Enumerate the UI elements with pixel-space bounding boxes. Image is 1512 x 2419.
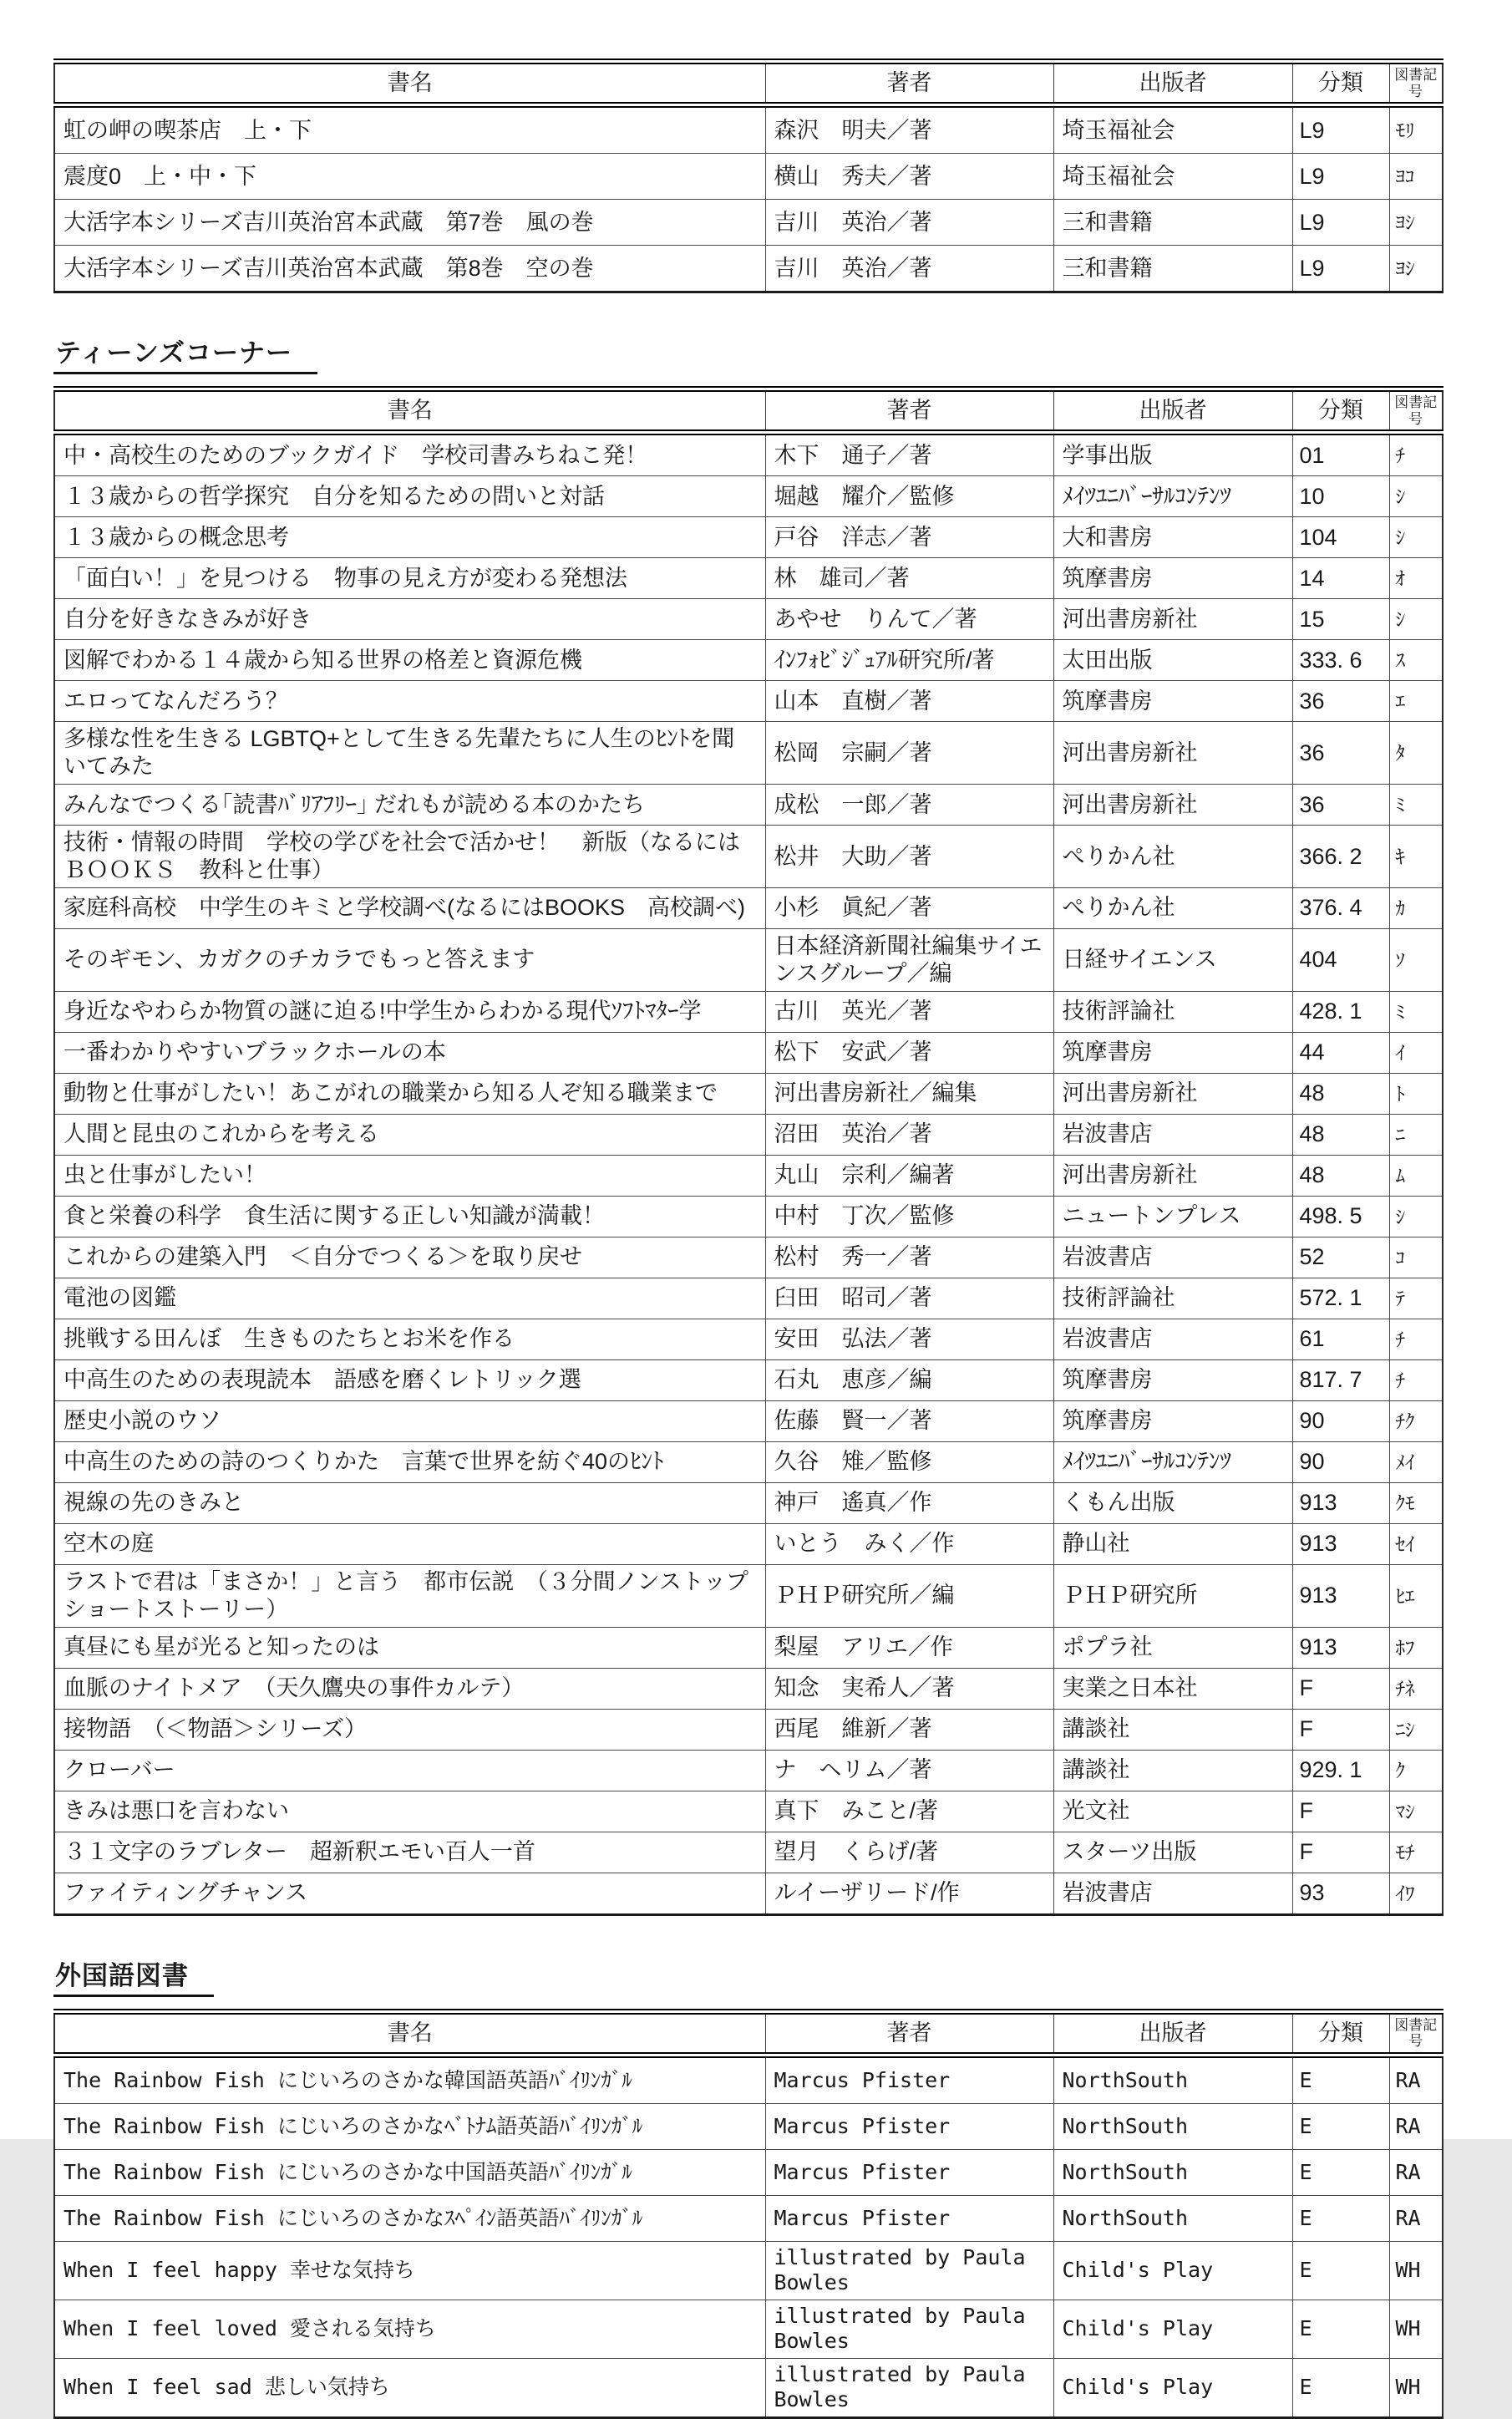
cell-author: あやせ りんて／著: [765, 599, 1053, 640]
cell-title: ラストで君は「まさか！」と言う 都市伝説 （３分間ノンストップショートストーリー）: [54, 1564, 765, 1627]
cell-book-code: ｶ: [1389, 887, 1443, 928]
cell-publisher: 技術評論社: [1053, 1278, 1292, 1319]
cell-publisher: 太田出版: [1053, 640, 1292, 681]
cell-book-code: ﾏｼ: [1389, 1791, 1443, 1832]
cell-publisher: 埼玉福祉会: [1053, 105, 1292, 154]
column-header-publisher: 出版者: [1053, 62, 1292, 105]
cell-classification: 44: [1292, 1032, 1389, 1073]
cell-author: illustrated by Paula Bowles: [765, 2358, 1053, 2417]
column-header-classification: 分類: [1292, 389, 1389, 433]
cell-publisher: 河出書房新社: [1053, 1155, 1292, 1196]
cell-publisher: 日経サイエンス: [1053, 928, 1292, 991]
cell-book-code: ｲ: [1389, 1032, 1443, 1073]
cell-title: When I feel loved 愛される気持ち: [54, 2300, 765, 2358]
cell-title: 中高生のための詩のつくりかた 言葉で世界を紡ぐ40のﾋﾝﾄ: [54, 1441, 765, 1482]
cell-author: 松岡 宗嗣／著: [765, 722, 1053, 785]
cell-book-code: ｼ: [1389, 476, 1443, 517]
cell-publisher: くもん出版: [1053, 1482, 1292, 1523]
cell-publisher: 河出書房新社: [1053, 722, 1292, 785]
cell-title: 虫と仕事がしたい！: [54, 1155, 765, 1196]
cell-publisher: ぺりかん社: [1053, 887, 1292, 928]
table-row: [54, 599, 1443, 640]
table-row: [54, 1359, 1443, 1400]
cell-author: Marcus Pfister: [765, 2195, 1053, 2241]
cell-book-code: ﾖｼ: [1389, 246, 1443, 292]
table-row: [54, 154, 1443, 200]
cell-title: The Rainbow Fish にじいろのさかなｽﾍﾟｲﾝ語英語ﾊﾞｲﾘﾝｶﾞﾙ: [54, 2195, 765, 2241]
cell-publisher: Child's Play: [1053, 2241, 1292, 2300]
cell-title: エロってなんだろう？: [54, 681, 765, 722]
cell-classification: L9: [1292, 105, 1389, 154]
column-header-title: 書名: [54, 62, 765, 105]
cell-classification: E: [1292, 2055, 1389, 2103]
cell-author: 森沢 明夫／著: [765, 105, 1053, 154]
cell-title: ３１文字のラブレター 超新釈エモい百人一首: [54, 1832, 765, 1873]
column-header-classification: 分類: [1292, 62, 1389, 105]
cell-author: 松井 大助／著: [765, 826, 1053, 888]
cell-book-code: ｼ: [1389, 1196, 1443, 1237]
cell-publisher: 光文社: [1053, 1791, 1292, 1832]
cell-author: いとう みく／作: [765, 1523, 1053, 1564]
cell-title: 身近なやわらか物質の謎に迫る!中学生からわかる現代ｿﾌﾄﾏﾀｰ学: [54, 991, 765, 1032]
cell-book-code: ｲﾜ: [1389, 1873, 1443, 1914]
table-header-row: [54, 62, 1443, 105]
cell-publisher: 筑摩書房: [1053, 1032, 1292, 1073]
cell-publisher: NorthSouth: [1053, 2149, 1292, 2195]
cell-book-code: ﾖｺ: [1389, 154, 1443, 200]
cell-title: みんなでつくる｢読書ﾊﾞﾘｱﾌﾘｰ｣ だれもが読める本のかたち: [54, 785, 765, 826]
cell-classification: 48: [1292, 1114, 1389, 1155]
cell-author: Marcus Pfister: [765, 2103, 1053, 2149]
table-row: [54, 2103, 1443, 2149]
cell-title: 虹の岬の喫茶店 上・下: [54, 105, 765, 154]
table-row: [54, 1668, 1443, 1709]
teens-corner-table: [53, 386, 1444, 1916]
cell-book-code: ﾐ: [1389, 785, 1443, 826]
foreign-books-table: [53, 2009, 1444, 2419]
cell-classification: 61: [1292, 1319, 1389, 1359]
cell-title: 図解でわかる１４歳から知る世界の格差と資源危機: [54, 640, 765, 681]
large-print-books-table: [53, 58, 1444, 293]
cell-classification: E: [1292, 2358, 1389, 2417]
cell-title: そのギモン、カガクのチカラでもっと答えます: [54, 928, 765, 991]
cell-publisher: ポプラ社: [1053, 1627, 1292, 1668]
cell-title: The Rainbow Fish にじいろのさかなﾍﾞﾄﾅﾑ語英語ﾊﾞｲﾘﾝｶﾞﾙ: [54, 2103, 765, 2149]
cell-book-code: ﾑ: [1389, 1155, 1443, 1196]
cell-author: 久谷 雉／監修: [765, 1441, 1053, 1482]
cell-title: 「面白い！」を見つける 物事の見え方が変わる発想法: [54, 558, 765, 599]
table-row: [54, 1400, 1443, 1441]
table-row: [54, 200, 1443, 246]
table-row: [54, 1564, 1443, 1627]
table-row: [54, 246, 1443, 292]
cell-book-code: ｼ: [1389, 599, 1443, 640]
teens-section: [53, 332, 1444, 374]
library-booklist-document: [53, 58, 1444, 2419]
table-row: [54, 1482, 1443, 1523]
cell-title: 多様な性を生きる LGBTQ+として生きる先輩たちに人生のﾋﾝﾄを聞いてみた: [54, 722, 765, 785]
cell-classification: 817. 7: [1292, 1359, 1389, 1400]
cell-book-code: ｷ: [1389, 826, 1443, 888]
cell-classification: 36: [1292, 722, 1389, 785]
cell-title: 歴史小説のウソ: [54, 1400, 765, 1441]
cell-title: 技術・情報の時間 学校の学びを社会で活かせ！ 新版（なるにはＢＯＯＫＳ 教科と仕事）: [54, 826, 765, 888]
table-row: [54, 1319, 1443, 1359]
table-row: [54, 928, 1443, 991]
table-row: [54, 722, 1443, 785]
cell-publisher: 筑摩書房: [1053, 681, 1292, 722]
cell-title: １３歳からの概念思考: [54, 517, 765, 558]
cell-publisher: 三和書籍: [1053, 246, 1292, 292]
cell-book-code: ﾁｸ: [1389, 1400, 1443, 1441]
cell-book-code: WH: [1389, 2241, 1443, 2300]
cell-publisher: 河出書房新社: [1053, 785, 1292, 826]
cell-publisher: 筑摩書房: [1053, 1359, 1292, 1400]
cell-book-code: ﾋｴ: [1389, 1564, 1443, 1627]
cell-classification: 48: [1292, 1073, 1389, 1114]
table-row: [54, 1032, 1443, 1073]
cell-author: ＰＨＰ研究所／編: [765, 1564, 1053, 1627]
cell-book-code: ｿ: [1389, 928, 1443, 991]
table-row: [54, 826, 1443, 888]
cell-classification: E: [1292, 2300, 1389, 2358]
cell-classification: E: [1292, 2241, 1389, 2300]
cell-author: Marcus Pfister: [765, 2149, 1053, 2195]
cell-book-code: ｼ: [1389, 517, 1443, 558]
table-row: [54, 1832, 1443, 1873]
cell-author: 真下 みこと/著: [765, 1791, 1053, 1832]
cell-classification: 10: [1292, 476, 1389, 517]
table-row: [54, 1441, 1443, 1482]
cell-publisher: NorthSouth: [1053, 2055, 1292, 2103]
cell-classification: 404: [1292, 928, 1389, 991]
column-header-title: 書名: [54, 389, 765, 433]
cell-classification: 90: [1292, 1400, 1389, 1441]
cell-title: 震度0 上・中・下: [54, 154, 765, 200]
cell-book-code: ﾓﾁ: [1389, 1832, 1443, 1873]
cell-author: 安田 弘法／著: [765, 1319, 1053, 1359]
cell-book-code: ﾆｼ: [1389, 1709, 1443, 1750]
cell-book-code: WH: [1389, 2300, 1443, 2358]
cell-title: 電池の図鑑: [54, 1278, 765, 1319]
cell-author: 小杉 眞紀／著: [765, 887, 1053, 928]
cell-classification: 428. 1: [1292, 991, 1389, 1032]
cell-title: これからの建築入門 ＜自分でつくる＞を取り戻せ: [54, 1237, 765, 1278]
cell-classification: L9: [1292, 154, 1389, 200]
cell-classification: 913: [1292, 1627, 1389, 1668]
cell-author: 中村 丁次／監修: [765, 1196, 1053, 1237]
table-body: [54, 105, 1443, 292]
cell-author: 日本経済新聞社編集サイエンスグループ／編: [765, 928, 1053, 991]
cell-title: The Rainbow Fish にじいろのさかな韓国語英語ﾊﾞｲﾘﾝｶﾞﾙ: [54, 2055, 765, 2103]
cell-classification: E: [1292, 2103, 1389, 2149]
cell-book-code: ﾖｼ: [1389, 200, 1443, 246]
cell-classification: 93: [1292, 1873, 1389, 1914]
cell-classification: 498. 5: [1292, 1196, 1389, 1237]
cell-title: 中・高校生のためのブックガイド 学校司書みちねこ発！: [54, 433, 765, 476]
cell-book-code: ｽ: [1389, 640, 1443, 681]
cell-title: ファイティングチャンス: [54, 1873, 765, 1914]
cell-classification: 929. 1: [1292, 1750, 1389, 1791]
cell-publisher: 実業之日本社: [1053, 1668, 1292, 1709]
cell-author: ナ ヘリム／著: [765, 1750, 1053, 1791]
cell-classification: 36: [1292, 681, 1389, 722]
cell-author: ｲﾝﾌｫﾋﾞｼﾞｭｱﾙ研究所/著: [765, 640, 1053, 681]
cell-author: 木下 通子／著: [765, 433, 1053, 476]
table-row: [54, 2241, 1443, 2300]
cell-title: 自分を好きなきみが好き: [54, 599, 765, 640]
cell-book-code: ﾁ: [1389, 1319, 1443, 1359]
cell-book-code: ｸ: [1389, 1750, 1443, 1791]
cell-author: 松下 安武／著: [765, 1032, 1053, 1073]
cell-book-code: RA: [1389, 2103, 1443, 2149]
table-row: [54, 105, 1443, 154]
cell-author: 丸山 宗利／編著: [765, 1155, 1053, 1196]
cell-author: 戸谷 洋志／著: [765, 517, 1053, 558]
cell-classification: 376. 4: [1292, 887, 1389, 928]
cell-publisher: 静山社: [1053, 1523, 1292, 1564]
column-header-book-code: 図書記号: [1389, 2011, 1443, 2055]
cell-publisher: 岩波書店: [1053, 1237, 1292, 1278]
table-row: [54, 2358, 1443, 2417]
cell-publisher: 講談社: [1053, 1709, 1292, 1750]
cell-publisher: Child's Play: [1053, 2300, 1292, 2358]
table-row: [54, 2300, 1443, 2358]
cell-classification: 913: [1292, 1482, 1389, 1523]
cell-classification: 52: [1292, 1237, 1389, 1278]
cell-title: 中高生のための表現読本 語感を磨くレトリック選: [54, 1359, 765, 1400]
cell-classification: 333. 6: [1292, 640, 1389, 681]
cell-author: 横山 秀夫／著: [765, 154, 1053, 200]
column-header-author: 著者: [765, 389, 1053, 433]
column-header-publisher: 出版者: [1053, 2011, 1292, 2055]
column-header-book-code: 図書記号: [1389, 62, 1443, 105]
cell-title: 大活字本シリーズ吉川英治宮本武蔵 第8巻 空の巻: [54, 246, 765, 292]
cell-book-code: ﾐ: [1389, 991, 1443, 1032]
cell-publisher: 埼玉福祉会: [1053, 154, 1292, 200]
column-header-author: 著者: [765, 62, 1053, 105]
table-row: [54, 1155, 1443, 1196]
section-heading-foreign: 外国語図書: [53, 1954, 214, 1997]
cell-classification: F: [1292, 1709, 1389, 1750]
cell-title: 真昼にも星が光ると知ったのは: [54, 1627, 765, 1668]
table-row: [54, 2195, 1443, 2241]
cell-book-code: RA: [1389, 2055, 1443, 2103]
cell-author: 河出書房新社／編集: [765, 1073, 1053, 1114]
cell-classification: 90: [1292, 1441, 1389, 1482]
cell-book-code: RA: [1389, 2149, 1443, 2195]
table-row: [54, 1278, 1443, 1319]
cell-publisher: スターツ出版: [1053, 1832, 1292, 1873]
table-row: [54, 1791, 1443, 1832]
cell-title: １３歳からの哲学探究 自分を知るための問いと対話: [54, 476, 765, 517]
cell-classification: E: [1292, 2195, 1389, 2241]
cell-book-code: ｸﾓ: [1389, 1482, 1443, 1523]
table-body: [54, 433, 1443, 1915]
cell-book-code: ﾁﾈ: [1389, 1668, 1443, 1709]
cell-publisher: 講談社: [1053, 1750, 1292, 1791]
table-row: [54, 2149, 1443, 2195]
cell-classification: 913: [1292, 1564, 1389, 1627]
cell-author: 堀越 耀介／監修: [765, 476, 1053, 517]
cell-title: 視線の先のきみと: [54, 1482, 765, 1523]
table-header-row: [54, 2011, 1443, 2055]
cell-publisher: 岩波書店: [1053, 1873, 1292, 1914]
cell-book-code: ﾁ: [1389, 433, 1443, 476]
cell-classification: E: [1292, 2149, 1389, 2195]
table-row: [54, 1073, 1443, 1114]
cell-classification: F: [1292, 1791, 1389, 1832]
column-header-classification: 分類: [1292, 2011, 1389, 2055]
cell-author: 梨屋 アリエ／作: [765, 1627, 1053, 1668]
cell-publisher: NorthSouth: [1053, 2103, 1292, 2149]
table-header-row: [54, 389, 1443, 433]
cell-classification: 48: [1292, 1155, 1389, 1196]
cell-publisher: 学事出版: [1053, 433, 1292, 476]
cell-publisher: NorthSouth: [1053, 2195, 1292, 2241]
table-row: [54, 681, 1443, 722]
cell-publisher: 岩波書店: [1053, 1319, 1292, 1359]
table-row: [54, 1114, 1443, 1155]
cell-classification: L9: [1292, 200, 1389, 246]
table-row: [54, 640, 1443, 681]
cell-classification: 14: [1292, 558, 1389, 599]
cell-title: クローバー: [54, 1750, 765, 1791]
cell-book-code: ﾒｲ: [1389, 1441, 1443, 1482]
cell-title: 一番わかりやすいブラックホールの本: [54, 1032, 765, 1073]
cell-author: 沼田 英治／著: [765, 1114, 1053, 1155]
table-row: [54, 1709, 1443, 1750]
cell-book-code: ﾎﾌ: [1389, 1627, 1443, 1668]
cell-title: 家庭科高校 中学生のキミと学校調べ(なるにはBOOKS 高校調べ): [54, 887, 765, 928]
cell-publisher: 筑摩書房: [1053, 1400, 1292, 1441]
cell-author: 林 雄司／著: [765, 558, 1053, 599]
cell-author: 臼田 昭司／著: [765, 1278, 1053, 1319]
cell-publisher: 岩波書店: [1053, 1114, 1292, 1155]
cell-title: 人間と昆虫のこれからを考える: [54, 1114, 765, 1155]
table-row: [54, 433, 1443, 476]
cell-author: Marcus Pfister: [765, 2055, 1053, 2103]
cell-author: 神戸 遙真／作: [765, 1482, 1053, 1523]
cell-book-code: ｴ: [1389, 681, 1443, 722]
cell-classification: 913: [1292, 1523, 1389, 1564]
cell-classification: 15: [1292, 599, 1389, 640]
table-row: [54, 1523, 1443, 1564]
cell-book-code: ｺ: [1389, 1237, 1443, 1278]
column-header-publisher: 出版者: [1053, 389, 1292, 433]
cell-title: 食と栄養の科学 食生活に関する正しい知識が満載！: [54, 1196, 765, 1237]
table-row: [54, 1627, 1443, 1668]
table-row: [54, 476, 1443, 517]
table-body: [54, 2055, 1443, 2417]
cell-classification: 366. 2: [1292, 826, 1389, 888]
cell-author: illustrated by Paula Bowles: [765, 2300, 1053, 2358]
table-row: [54, 2055, 1443, 2103]
cell-classification: L9: [1292, 246, 1389, 292]
cell-classification: F: [1292, 1668, 1389, 1709]
cell-book-code: RA: [1389, 2195, 1443, 2241]
cell-author: 知念 実希人／著: [765, 1668, 1053, 1709]
cell-publisher: 三和書籍: [1053, 200, 1292, 246]
cell-book-code: ﾓﾘ: [1389, 105, 1443, 154]
cell-book-code: ﾆ: [1389, 1114, 1443, 1155]
cell-publisher: ニュートンプレス: [1053, 1196, 1292, 1237]
table-row: [54, 991, 1443, 1032]
cell-classification: 36: [1292, 785, 1389, 826]
cell-author: 石丸 恵彦／編: [765, 1359, 1053, 1400]
cell-publisher: ﾒｲﾂﾕﾆﾊﾞｰｻﾙｺﾝﾃﾝﾂ: [1053, 1441, 1292, 1482]
cell-book-code: ﾀ: [1389, 722, 1443, 785]
cell-author: 吉川 英治／著: [765, 200, 1053, 246]
cell-author: 吉川 英治／著: [765, 246, 1053, 292]
cell-book-code: ﾁ: [1389, 1359, 1443, 1400]
cell-author: 望月 くらげ/著: [765, 1832, 1053, 1873]
cell-publisher: 技術評論社: [1053, 991, 1292, 1032]
table-row: [54, 517, 1443, 558]
cell-publisher: 河出書房新社: [1053, 599, 1292, 640]
table-row: [54, 558, 1443, 599]
cell-publisher: ＰＨＰ研究所: [1053, 1564, 1292, 1627]
cell-title: 血脈のナイトメア （天久鷹央の事件カルテ）: [54, 1668, 765, 1709]
cell-title: 空木の庭: [54, 1523, 765, 1564]
cell-book-code: ﾄ: [1389, 1073, 1443, 1114]
cell-book-code: WH: [1389, 2358, 1443, 2417]
column-header-author: 著者: [765, 2011, 1053, 2055]
cell-publisher: ﾒｲﾂﾕﾆﾊﾞｰｻﾙｺﾝﾃﾝﾂ: [1053, 476, 1292, 517]
cell-author: 古川 英光／著: [765, 991, 1053, 1032]
cell-book-code: ﾃ: [1389, 1278, 1443, 1319]
cell-book-code: ｵ: [1389, 558, 1443, 599]
cell-publisher: 大和書房: [1053, 517, 1292, 558]
table-row: [54, 1196, 1443, 1237]
cell-title: 動物と仕事がしたい！あこがれの職業から知る人ぞ知る職業まで: [54, 1073, 765, 1114]
table-row: [54, 1873, 1443, 1914]
table-row: [54, 785, 1443, 826]
cell-publisher: 河出書房新社: [1053, 1073, 1292, 1114]
cell-author: 西尾 維新／著: [765, 1709, 1053, 1750]
section-heading-teens: ティーンズコーナー: [53, 332, 317, 374]
cell-title: When I feel sad 悲しい気持ち: [54, 2358, 765, 2417]
table-row: [54, 887, 1443, 928]
cell-classification: 104: [1292, 517, 1389, 558]
cell-publisher: ぺりかん社: [1053, 826, 1292, 888]
cell-publisher: 筑摩書房: [1053, 558, 1292, 599]
cell-classification: 01: [1292, 433, 1389, 476]
cell-title: 接物語 （＜物語＞シリーズ）: [54, 1709, 765, 1750]
cell-classification: 572. 1: [1292, 1278, 1389, 1319]
table-row: [54, 1237, 1443, 1278]
cell-publisher: Child's Play: [1053, 2358, 1292, 2417]
cell-classification: F: [1292, 1832, 1389, 1873]
table-row: [54, 1750, 1443, 1791]
cell-title: 挑戦する田んぼ 生きものたちとお米を作る: [54, 1319, 765, 1359]
foreign-section: [53, 1954, 1444, 1997]
cell-author: ルイーザリード/作: [765, 1873, 1053, 1914]
column-header-title: 書名: [54, 2011, 765, 2055]
cell-title: When I feel happy 幸せな気持ち: [54, 2241, 765, 2300]
column-header-book-code: 図書記号: [1389, 389, 1443, 433]
cell-author: 佐藤 賢一／著: [765, 1400, 1053, 1441]
cell-author: 松村 秀一／著: [765, 1237, 1053, 1278]
cell-author: 成松 一郎／著: [765, 785, 1053, 826]
cell-title: きみは悪口を言わない: [54, 1791, 765, 1832]
cell-title: 大活字本シリーズ吉川英治宮本武蔵 第7巻 風の巻: [54, 200, 765, 246]
cell-author: illustrated by Paula Bowles: [765, 2241, 1053, 2300]
cell-author: 山本 直樹／著: [765, 681, 1053, 722]
cell-title: The Rainbow Fish にじいろのさかな中国語英語ﾊﾞｲﾘﾝｶﾞﾙ: [54, 2149, 765, 2195]
cell-book-code: ｾｲ: [1389, 1523, 1443, 1564]
